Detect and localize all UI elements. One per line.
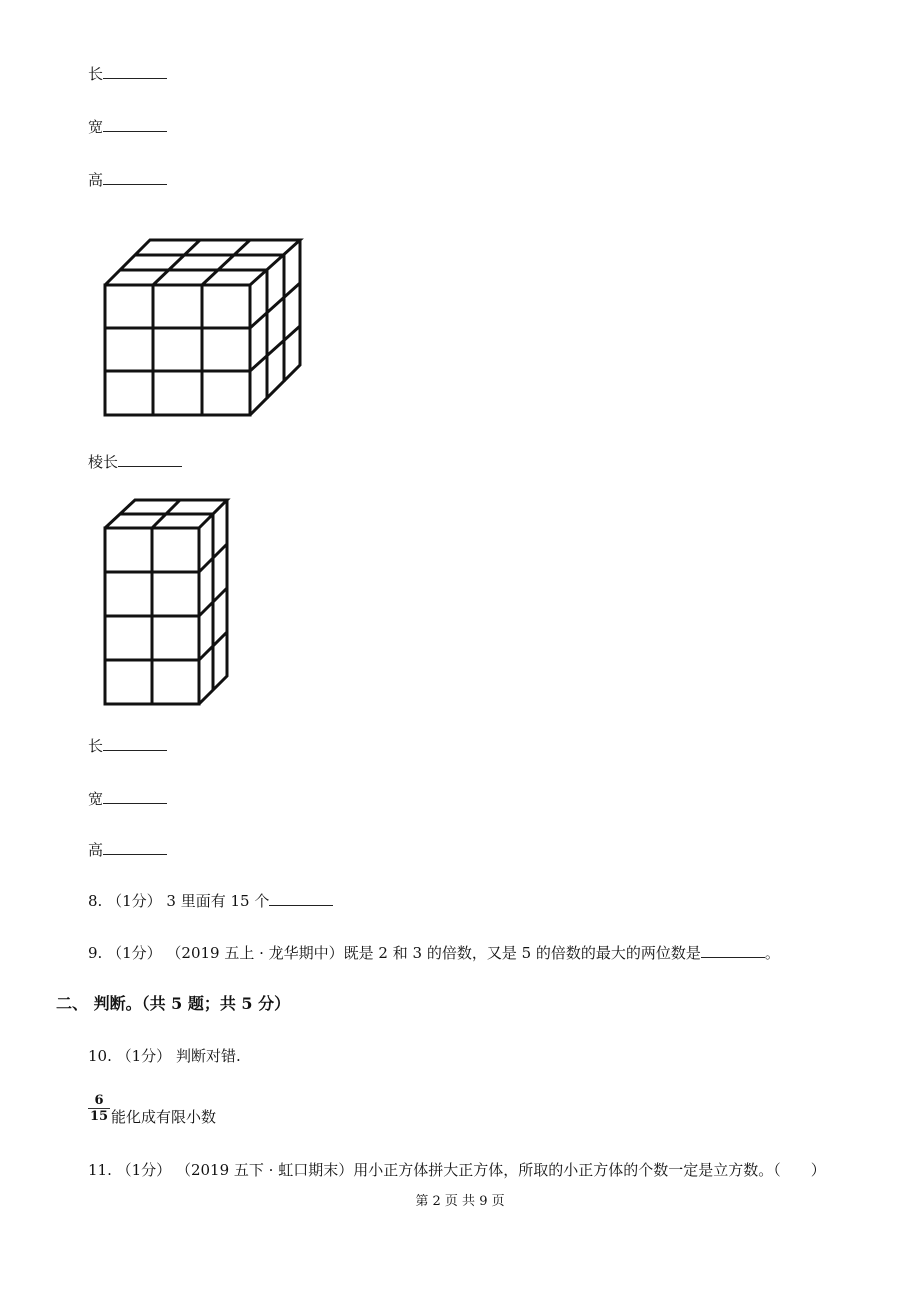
width-blank[interactable] [103,789,167,804]
fraction-statement: 能化成有限小数 [111,1108,217,1126]
length-label: 长 [88,65,104,83]
question-9 [88,943,780,963]
question-score: （1分） [107,944,162,962]
fraction-denominator: 15 [89,1109,109,1124]
question-10 [88,1046,241,1066]
question-score: （1分） [107,892,162,910]
answer-blank[interactable] [701,943,765,958]
width-blank[interactable] [103,117,167,132]
question-11 [88,1160,826,1180]
width-line-1 [88,117,167,137]
length-blank[interactable] [103,736,167,751]
length-line-1 [88,64,167,84]
answer-blank[interactable] [269,891,333,906]
length-line-2 [88,736,167,756]
question-end: 。 [764,944,780,962]
question-number: 8. [88,892,103,910]
length-blank[interactable] [103,64,167,79]
question-text: 判断对错. [175,1047,241,1065]
question-number: 9. [88,944,103,962]
length-label: 长 [88,737,104,755]
question-number: 11. [88,1161,112,1179]
edge-length-label: 棱长 [88,453,119,471]
height-line-2 [88,840,167,860]
question-text: （2019 五上 · 龙华期中）既是 2 和 3 的倍数，又是 5 的倍数的最大的两位数是 [166,944,701,962]
fraction [88,1094,110,1123]
section-heading: 二、 判断。（共 5 题；共 5 分） [56,994,291,1013]
cuboid-2x4-figure [100,495,235,710]
height-line-1 [88,170,167,190]
question-number: 10. [88,1047,112,1065]
height-label: 高 [88,171,104,189]
question-text: 3 里面有 15 个 [166,892,270,910]
question-8 [88,891,333,911]
width-label: 宽 [88,118,104,136]
width-line-2 [88,789,167,809]
question-score: （1分） [116,1047,172,1065]
height-blank[interactable] [103,840,167,855]
width-label: 宽 [88,790,104,808]
height-blank[interactable] [103,170,167,185]
question-score: （1分） [116,1161,172,1179]
fraction-numerator: 6 [94,1093,104,1108]
height-label: 高 [88,841,104,859]
cube-3x3-figure [100,235,310,420]
edge-length-line [88,452,182,472]
page-footer: 第 2 页 共 9 页 [415,1194,505,1209]
edge-length-blank[interactable] [118,452,182,467]
question-text: （2019 五下 · 虹口期末）用小正方体拼大正方体，所取的小正方体的个数一定是立方数。（ ） [175,1161,826,1179]
